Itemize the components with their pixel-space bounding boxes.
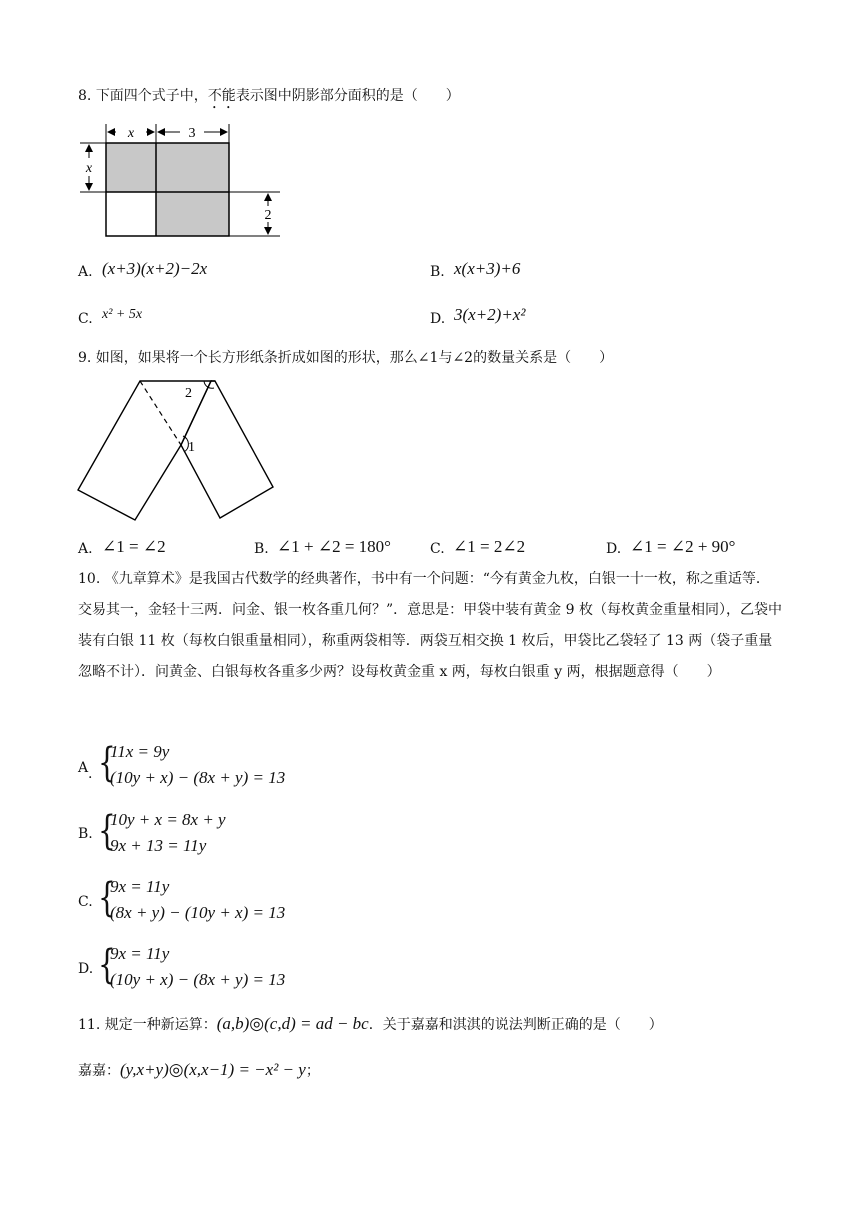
q9-stem: 9. 如图，如果将一个长方形纸条折成如图的形状，那么∠1与∠2的数量关系是（ ） [78, 350, 614, 366]
q8-option-b-label[interactable]: B. [430, 264, 445, 280]
q10-option-b-label[interactable]: B. [78, 826, 93, 842]
q9-option-a-label[interactable]: A. [78, 541, 93, 557]
q8-option-b[interactable]: x(x+3)+6 [454, 259, 521, 278]
q9-option-d[interactable]: ∠1 = ∠2 + 90° [630, 537, 736, 556]
brace-icon: { [98, 808, 116, 854]
q10-option-a-eq2: (10y + x) − (8x + y) = 13 [110, 768, 286, 787]
angle-1-label: 1 [188, 440, 195, 455]
q9-figure [70, 372, 285, 527]
q10-option-c-eq1: 9x = 11y [110, 877, 170, 896]
label-2: 2 [264, 208, 272, 223]
q9-option-b-label[interactable]: B. [254, 541, 269, 557]
q10-option-d-eq2: (10y + x) − (8x + y) = 13 [110, 970, 286, 989]
q8-figure [72, 118, 282, 243]
q9-option-b[interactable]: ∠1 + ∠2 = 180° [277, 537, 391, 556]
q10-option-d-eq1: 9x = 11y [110, 944, 170, 963]
q11-stem: 11. 规定一种新运算：(a,b)◎(c,d) = ad − bc．关于嘉嘉和淇淇的说法判断正确的是（ ） [78, 1014, 663, 1033]
q11-jiajia-expr: (y,x+y)◎(x,x−1) = −x² − y [120, 1060, 306, 1079]
q8-option-c-label[interactable]: C. [78, 311, 93, 327]
angle-2-label: 2 [185, 386, 192, 401]
brace-icon: { [98, 740, 116, 786]
q10-stem: 10. 《九章算术》是我国古代数学的经典著作，书中有一个问题：“今有黄金九枚，白银一十一枚，称之重适等．交易其一，金轻十三两．问金、银一枚各重几何？”．意思是：甲袋中装有黄金 9 枚（每枚黄金重量相同），乙袋中装有白银 11 枚（每枚白银重量相同），称重两袋相等．两袋互相交换 1 枚后，甲袋比乙袋轻了 13 两（袋子重量忽略不计）．问黄金、白银每枚各重多少两？设每枚黄金重 x 两，每枚白银重 y 两，根据题意得（ ） [78, 571, 782, 680]
q8-stem: 8. 下面四个式子中，不能表示图中阴影部分面积的是（ ） [78, 88, 460, 104]
fold-line [140, 381, 181, 445]
label-x-left: x [85, 161, 93, 176]
q11-jiajia-statement: 嘉嘉：(y,x+y)◎(x,x−1) = −x² − y； [78, 1060, 320, 1079]
q9-option-c[interactable]: ∠1 = 2∠2 [453, 537, 526, 556]
q10-option-a-label[interactable]: A [78, 760, 89, 776]
label-3: 3 [188, 126, 196, 141]
q10-option-c-eq2: (8x + y) − (10y + x) = 13 [110, 903, 286, 922]
label-x-top: x [127, 126, 135, 141]
shaded-bottom-right-region [156, 192, 229, 236]
q8-option-a-label[interactable]: A. [78, 264, 93, 280]
q9-option-d-label[interactable]: D. [606, 541, 622, 557]
q10-option-b-eq1: 10y + x = 8x + y [110, 810, 226, 829]
shaded-top-region [106, 143, 229, 192]
q10-option-b-eq2: 9x + 13 = 11y [110, 836, 207, 855]
brace-icon: { [98, 942, 116, 988]
q10-option-d-label[interactable]: D. [78, 961, 94, 977]
q8-option-d-label[interactable]: D. [430, 311, 446, 327]
q10-option-a-eq1: 11x = 9y [110, 742, 170, 761]
q9-option-a[interactable]: ∠1 = ∠2 [102, 537, 166, 556]
q9-option-c-label[interactable]: C. [430, 541, 445, 557]
q8-option-d[interactable]: 3(x+2)+x² [454, 305, 526, 324]
q10-option-c-label[interactable]: C. [78, 894, 93, 910]
brace-icon: { [98, 875, 116, 921]
q8-option-a[interactable]: (x+3)(x+2)−2x [102, 259, 208, 278]
emphasized-word: 不能 [207, 88, 236, 104]
q11-definition: (a,b)◎(c,d) = ad − bc [216, 1014, 369, 1033]
q8-option-c[interactable]: x² + 5x [102, 307, 143, 322]
